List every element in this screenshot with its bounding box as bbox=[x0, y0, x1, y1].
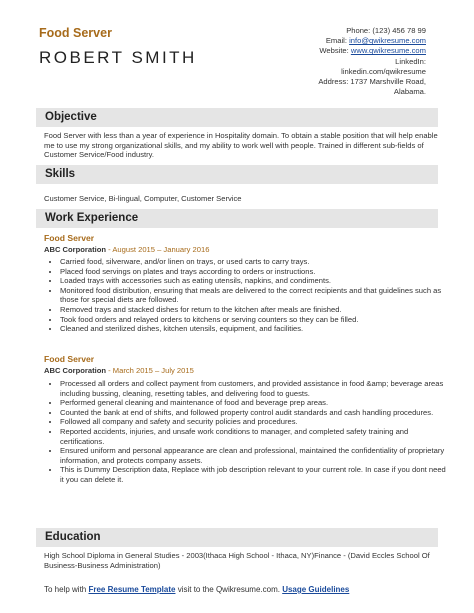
usage-guidelines-link[interactable]: Usage Guidelines bbox=[282, 585, 350, 594]
footer-note bbox=[44, 585, 434, 595]
contact-website-label: Website: bbox=[319, 46, 351, 56]
skills-title: Skills bbox=[45, 168, 76, 180]
job-company: ABC Corporation bbox=[44, 245, 107, 254]
education-text: High School Diploma in General Studies - 2003(Ithaca High School - Ithaca, NY)Finance - (David Eccles School Of Business-Business Administration) bbox=[44, 551, 430, 570]
objective-section-header bbox=[36, 108, 438, 127]
job-duty: • Took food orders and relayed orders to kitchens or serving counters so they can be filled. bbox=[60, 315, 448, 325]
job-duty: • Removed trays and stacked dishes for return to the kitchen after meals are finished. bbox=[60, 305, 448, 315]
candidate-name: ROBERT SMITH bbox=[39, 48, 197, 67]
qwikresume-link[interactable]: Qwikresume.com bbox=[215, 585, 278, 594]
contact-phone: Phone: (123) 456 78 99 bbox=[346, 26, 426, 35]
contact-email-line bbox=[206, 36, 426, 46]
job-duty: • Cleaned and sterilized dishes, kitchen utensils, equipment, and facilities. bbox=[60, 324, 448, 334]
job-duty: • Carried food, silverware, and/or linen on trays, or used carts to carry trays. bbox=[60, 257, 448, 267]
contact-email-link[interactable]: info@qwikresume.com bbox=[349, 36, 426, 46]
contact-email-label: Email: bbox=[325, 36, 350, 46]
job-company-line bbox=[44, 366, 194, 375]
job-duty: • Performed general cleaning and maintenance of food and beverage prep areas. bbox=[60, 398, 448, 408]
job-company-line bbox=[44, 245, 209, 254]
job-role: Food Server bbox=[44, 233, 95, 243]
job-duty: • Monitored food distribution, ensuring that meals are delivered to the correct recipients and that guidelines such as those for special diets are followed. bbox=[60, 286, 448, 305]
footer-middle: visit to the bbox=[175, 585, 216, 594]
education-title: Education bbox=[45, 531, 101, 543]
free-resume-template-link[interactable]: Free Resume Template bbox=[88, 585, 176, 594]
contact-website-line bbox=[206, 46, 426, 56]
contact-linkedin-label: LinkedIn: bbox=[395, 56, 426, 66]
job-duty: • Counted the bank at end of shifts, and followed property control audit standards and cash handling procedures. bbox=[60, 408, 448, 418]
job-duty: • Ensured uniform and personal appearance are clean and professional, maintained the confidentiality of proprietary information, and protects company assets. bbox=[60, 446, 448, 465]
job-duty: • Placed food servings on plates and trays according to orders or instructions. bbox=[60, 267, 448, 277]
job-dates: - March 2015 – July 2015 bbox=[106, 366, 194, 375]
contact-linkedin[interactable]: linkedin.com/qwikresume bbox=[341, 66, 426, 76]
contact-address: Address: 1737 Marshville Road, Alabama. bbox=[318, 77, 426, 97]
skills-section-header bbox=[36, 165, 438, 184]
job-duties-list bbox=[44, 379, 448, 485]
job-role: Food Server bbox=[44, 354, 95, 364]
skills-text: Customer Service, Bi-lingual, Computer, Customer Service bbox=[44, 194, 242, 203]
job-duty: • Processed all orders and collect payment from customers, and provided assistance in food &amp; beverage areas including bussing, cleaning, resetting tables, and delivering food to guests. bbox=[60, 379, 448, 398]
footer-after: . bbox=[277, 585, 283, 594]
contact-block bbox=[206, 26, 426, 97]
education-section-header bbox=[36, 528, 438, 547]
objective-text: Food Server with less than a year of experience in Hospitality domain. To obtain a stable position that will help enable me to use my strong organizational skills, and my ability to work well with people. Trained in different sub-fields of Customer Service/Food industry. bbox=[44, 131, 438, 160]
contact-website-link[interactable]: www.qwikresume.com bbox=[350, 46, 426, 56]
job-company: ABC Corporation bbox=[44, 366, 107, 375]
job-duty: • Followed all company and safety and security policies and procedures. bbox=[60, 417, 448, 427]
job-duty: • Reported accidents, injuries, and unsafe work conditions to manager, and completed safety training and certifications. bbox=[60, 427, 448, 446]
resume-job-title: Food Server bbox=[39, 26, 112, 40]
job-duties-list bbox=[44, 257, 448, 334]
experience-title: Work Experience bbox=[45, 212, 139, 224]
job-dates: - August 2015 – January 2016 bbox=[106, 245, 210, 254]
objective-title: Objective bbox=[45, 111, 97, 123]
job-duty: • Loaded trays with accessories such as eating utensils, napkins, and condiments. bbox=[60, 276, 448, 286]
footer-prefix: To help with bbox=[44, 585, 89, 594]
job-duty: • This is Dummy Description data, Replace with job description relevant to your current role. In case if you dont need it you can delete it. bbox=[60, 465, 448, 484]
experience-section-header bbox=[36, 209, 438, 228]
